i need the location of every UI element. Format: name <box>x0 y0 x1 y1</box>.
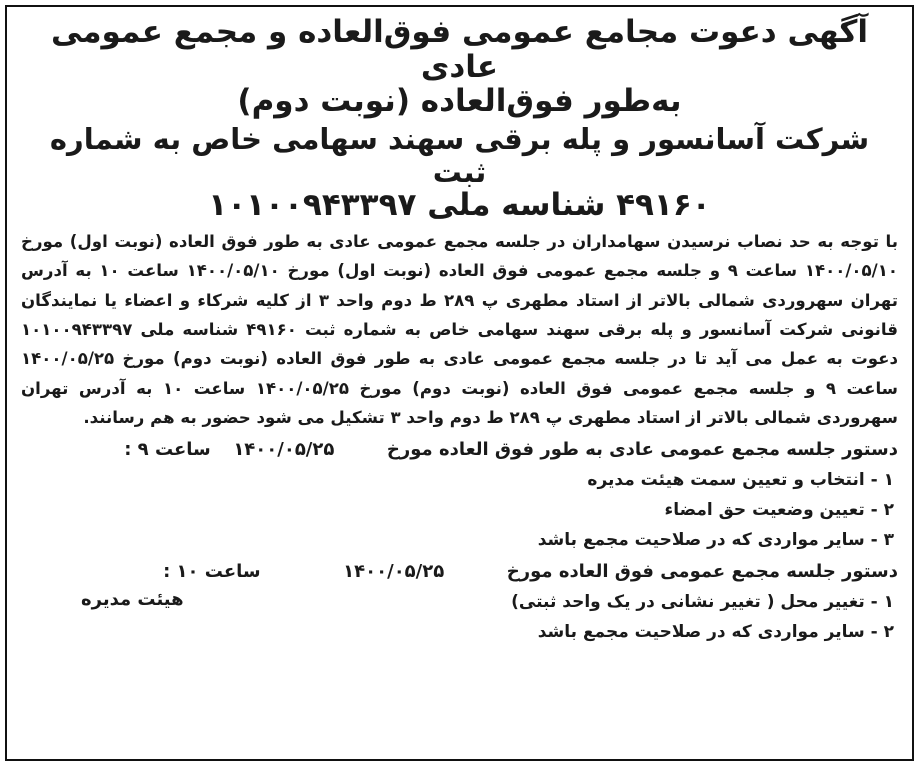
agenda-2-item: ۱ - تغییر محل ( تغییر نشانی در یک واحد ثبتی) <box>511 591 894 612</box>
heading-line-4: ۴۹۱۶۰ شناسه ملی ۱۰۱۰۰۹۴۳۳۹۷ <box>208 187 711 224</box>
agenda-1-date: ۱۴۰۰/۰۵/۲۵ <box>233 438 335 460</box>
announcement-frame <box>5 5 914 761</box>
agenda-2-item: ۲ - سایر مواردی که در صلاحیت مجمع باشد <box>537 621 894 642</box>
agenda-2-title-row <box>21 557 898 587</box>
agenda-2-items <box>511 587 898 647</box>
agenda-1-title: دستور جلسه مجمع عمومی عادی به طور فوق العاده مورخ <box>386 438 898 460</box>
heading-line-2: به‌طور فوق‌العاده (نوبت دوم) <box>237 83 682 120</box>
agenda-1-title-row <box>21 435 898 465</box>
agenda-2-date: ۱۴۰۰/۰۵/۲۵ <box>343 560 445 582</box>
agenda-1-time: ساعت ۹ : <box>124 438 211 460</box>
agenda-2-time: ساعت ۱۰ : <box>163 560 261 582</box>
board-signature: هیئت مدیره <box>81 588 184 610</box>
agenda-1-item: ۱ - انتخاب و تعیین سمت هیئت مدیره <box>587 469 894 490</box>
agenda-2-items-row <box>21 587 898 647</box>
agenda-2-title: دستور جلسه مجمع عمومی فوق العاده مورخ <box>506 560 898 582</box>
heading-line-1: آگهی دعوت مجامع عمومی فوق‌العاده و مجمع عمومی عادی <box>51 14 868 85</box>
agenda-1-item: ۳ - سایر مواردی که در صلاحیت مجمع باشد <box>537 529 894 550</box>
agenda-1-item: ۲ - تعیین وضعیت حق امضاء <box>664 499 894 520</box>
announcement-body: با توجه به حد نصاب نرسیدن سهامداران در جلسه مجمع عمومی عادی به طور فوق العاده (نوبت اول) مورخ ۱۴۰۰/۰۵/۱۰ ساعت ۹ و جلسه مجمع عمومی فوق العاده (نوبت اول) مورخ ۱۴۰۰/۰۵/۱۰ ساعت ۱۰ به آدرس تهران سهروردی شمالی بالاتر از استاد مطهری پ ۲۸۹ ط دوم واحد ۳ از کلیه شرکاء و اعضاء یا نمایندگان قانونی شرکت آسانسور و پله برقی سهند سهامی خاص به شماره ثبت ۴۹۱۶۰ شناسه ملی ۱۰۱۰۰۹۴۳۳۹۷ دعوت به عمل می آید تا در جلسه مجمع عمومی عادی به طور فوق العاده (نوبت دوم) مورخ ۱۴۰۰/۰۵/۲۵ ساعت ۹ و جلسه مجمع عمومی فوق العاده (نوبت دوم) مورخ ۱۴۰۰/۰۵/۲۵ ساعت ۱۰ به آدرس تهران سهروردی شمالی بالاتر از استاد مطهری پ ۲۸۹ ط دوم واحد ۳ تشکیل می شود حضور به هم رسانند. <box>21 231 898 428</box>
heading-line-3: شرکت آسانسور و پله برقی سهند سهامی خاص به شماره ثبت <box>49 122 870 189</box>
